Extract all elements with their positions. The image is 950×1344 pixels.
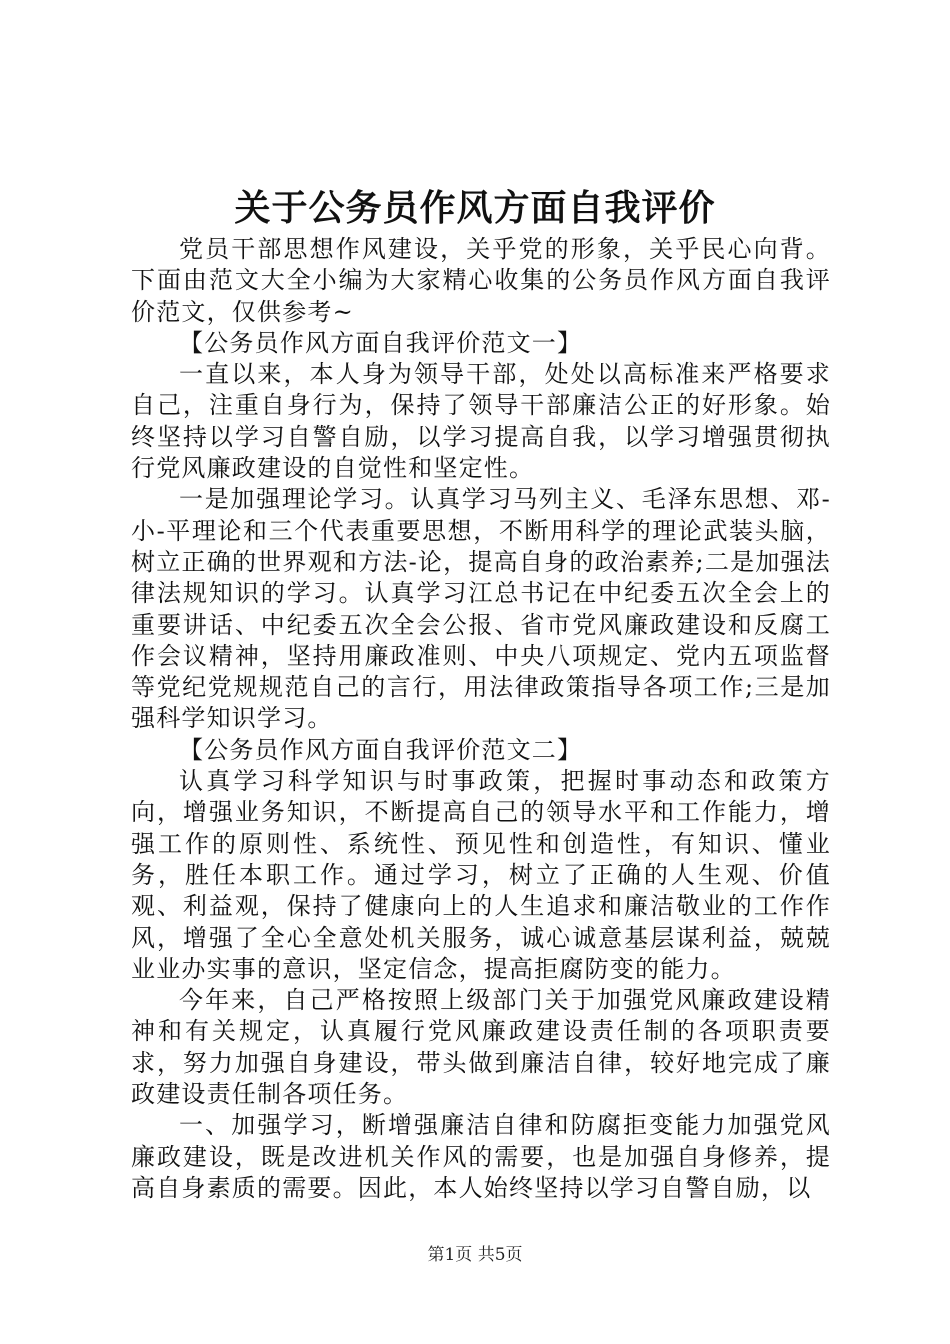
- body-paragraph: 一直以来，本人身为领导干部，处处以高标准来严格要求自己，注重自身行为，保持了领导干部廉洁公正的好形象。始终坚持以学习自警自励，以学习提高自我，以学习增强贯彻执行党风廉政建设的自觉性和坚定性。: [131, 360, 831, 483]
- body-paragraph: 认真学习科学知识与时事政策，把握时事动态和政策方向，增强业务知识，不断提高自己的领导水平和工作能力，增强工作的原则性、系统性、预见性和创造性，有知识、懂业务，胜任本职工作。通过学习，树立了正确的人生观、价值观、利益观，保持了健康向上的人生追求和廉洁敬业的工作作风，增强了全心全意处机关服务，诚心诚意基层谋利益，兢兢业业办实事的意识，坚定信念，提高拒腐防变的能力。: [131, 767, 831, 983]
- section-heading-sample-two: 【公务员作风方面自我评价范文二】: [179, 735, 583, 764]
- document-title: 关于公务员作风方面自我评价: [234, 187, 716, 229]
- body-paragraph: 一、加强学习，断增强廉洁自律和防腐拒变能力加强党风廉政建设，既是改进机关作风的需要，也是加强自身修养，提高自身素质的需要。因此，本人始终坚持以学习自警自励，以: [131, 1111, 831, 1202]
- body-paragraph: 一是加强理论学习。认真学习马列主义、毛泽东思想、邓-小-平理论和三个代表重要思想，不断用科学的理论武装头脑，树立正确的世界观和方法-论，提高自身的政治素养;二是加强法律法规知识的学习。认真学习江总书记在中纪委五次全会上的重要讲话、中纪委五次全会公报、省市党风廉政建设和反腐工作会议精神，坚持用廉政准则、中央八项规定、党内五项监督等党纪党规规范自己的言行，用法律政策指导各项工作;三是加强科学知识学习。: [131, 485, 831, 733]
- page-footer: 第1页 共5页: [427, 1245, 523, 1265]
- body-paragraph: 今年来，自己严格按照上级部门关于加强党风廉政建设精神和有关规定，认真履行党风廉政建设责任制的各项职责要求，努力加强自身建设，带头做到廉洁自律，较好地完成了廉政建设责任制各项任务。: [131, 986, 831, 1109]
- section-heading-sample-one: 【公务员作风方面自我评价范文一】: [179, 328, 583, 357]
- document-body: [131, 234, 831, 1204]
- intro-paragraph: 党员干部思想作风建设，关乎党的形象，关乎民心向背。下面由范文大全小编为大家精心收集的公务员作风方面自我评价范文，仅供参考~: [131, 235, 831, 326]
